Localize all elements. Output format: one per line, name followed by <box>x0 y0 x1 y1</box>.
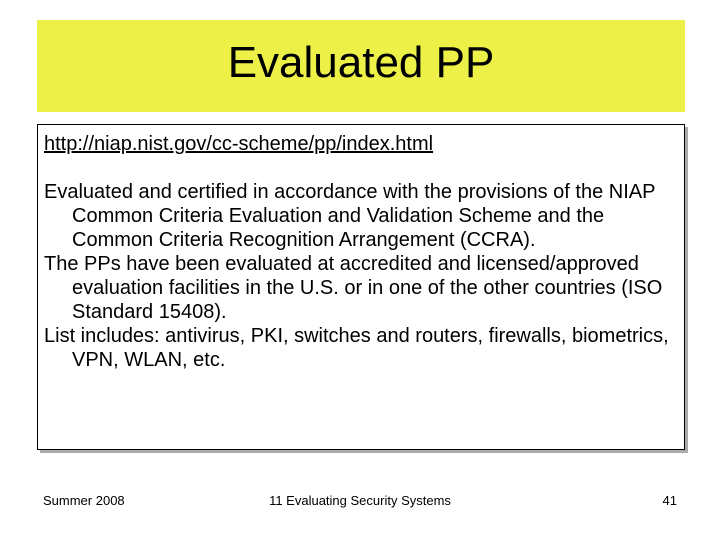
footer-date: Summer 2008 <box>43 493 125 508</box>
reference-link[interactable]: http://niap.nist.gov/cc-scheme/pp/index.html <box>44 133 434 155</box>
footer-page-number: 41 <box>662 493 677 508</box>
title-band <box>37 20 685 112</box>
slide-title: Evaluated PP <box>227 38 495 87</box>
paragraph-certification: Evaluated and certified in accordance with the provisions of the NIAP Common Criteria Evaluation and Validation Scheme and the Common Criteria Recognition Arrangement (CCRA). <box>44 181 656 251</box>
footer-course: 11 Evaluating Security Systems <box>269 493 451 508</box>
paragraph-list: List includes: antivirus, PKI, switches and routers, firewalls, biometrics, VPN, WLAN, etc. <box>44 325 669 371</box>
content-box <box>37 124 685 450</box>
paragraph-facilities: The PPs have been evaluated at accredited and licensed/approved evaluation facilities in the U.S. or in one of the other countries (ISO Standard 15408). <box>44 253 663 323</box>
